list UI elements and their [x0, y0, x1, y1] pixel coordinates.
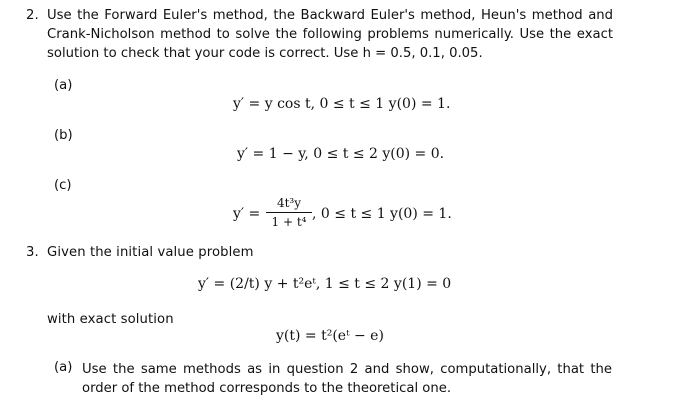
- q3-number: 3.: [26, 245, 39, 260]
- q2-text: Use the Forward Euler's method, the Backward Euler's method, Heun's method and Crank-Nicholson method to solve the following problems numerically. Use the exact solution to check that your code is correct. Use h = 0.5, 0.1, 0.05.: [47, 8, 613, 61]
- q2-part-c-label: (c): [54, 178, 72, 193]
- q3-exact-label: with exact solution: [47, 312, 174, 327]
- q3-exact-solution: y(t) = t²(eᵗ − e): [276, 328, 384, 344]
- q2-part-b-label: (b): [54, 128, 73, 143]
- q2-part-c-rest: , 0 ≤ t ≤ 1 y(0) = 1.: [312, 206, 452, 222]
- q2-part-b-equation: y′ = 1 − y, 0 ≤ t ≤ 2 y(0) = 0.: [237, 146, 445, 162]
- q3-part-a-text: Use the same methods as in question 2 and show, computationally, that the order of the method corresponds to the theoretical one.: [82, 362, 612, 396]
- q2-part-a-label: (a): [54, 78, 73, 93]
- q3-part-a-label: (a): [54, 360, 73, 375]
- q2-part-c-lhs: y′ =: [233, 206, 261, 222]
- q2-part-c-denominator: 1 + t⁴: [271, 215, 307, 229]
- q3-equation: y′ = (2/t) y + t²eᵗ, 1 ≤ t ≤ 2 y(1) = 0: [198, 276, 452, 292]
- q2-part-a-equation: y′ = y cos t, 0 ≤ t ≤ 1 y(0) = 1.: [233, 96, 451, 112]
- q3-intro: Given the initial value problem: [47, 245, 254, 260]
- fraction-bar: [266, 212, 312, 213]
- q2-part-c-fraction: [266, 196, 312, 229]
- q2-part-c-numerator: 4t³y: [276, 196, 302, 210]
- q2-number: 2.: [26, 8, 39, 23]
